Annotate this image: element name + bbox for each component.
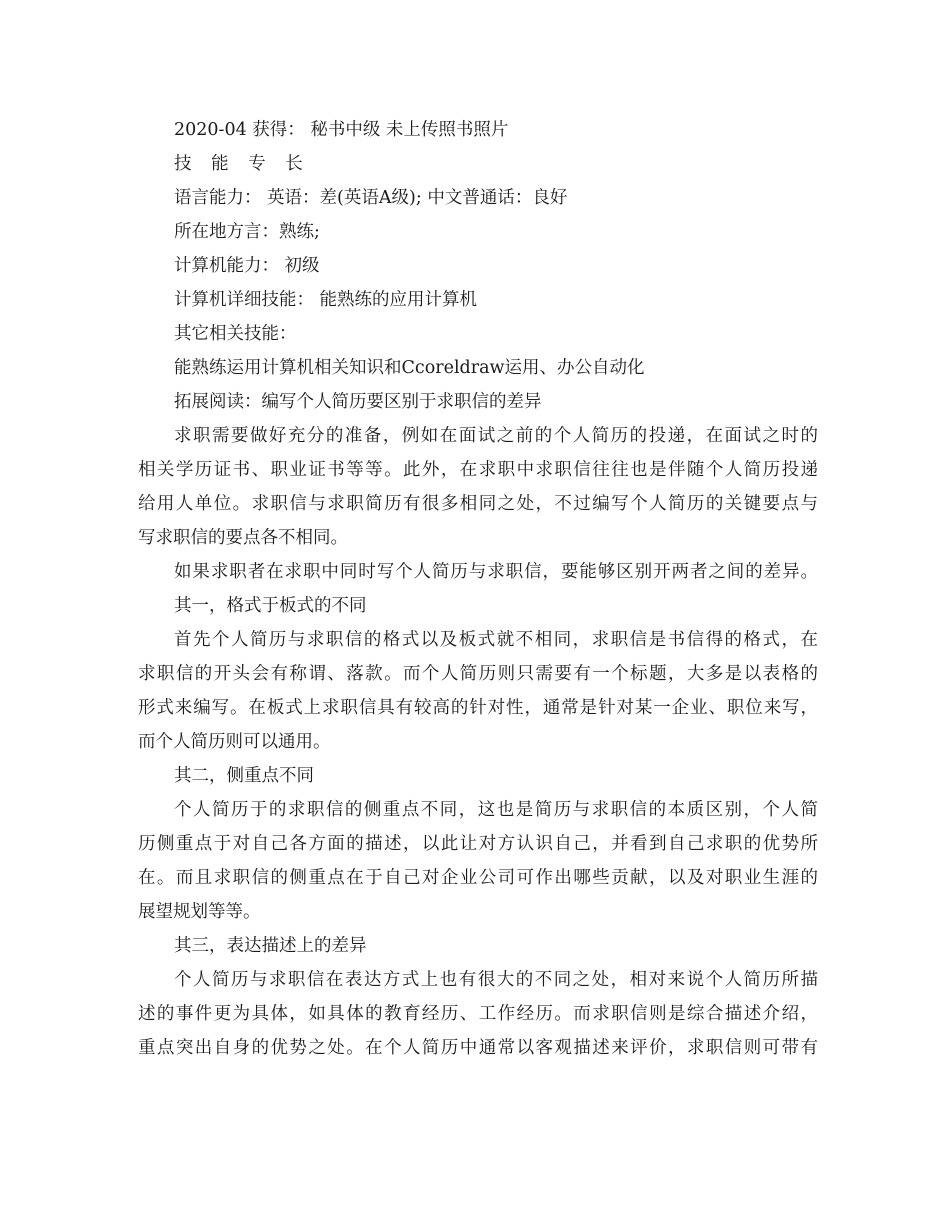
text-line: 展望规划等等。 <box>138 902 261 922</box>
text-line: 如果求职者在求职中同时写个人简历与求职信，要能够区别开两者之间的差异。 <box>174 562 818 582</box>
text-line: 其一，格式于板式的不同 <box>174 596 367 616</box>
text-line: 相关学历证书、职业证书等等。此外，在求职中求职信往往也是伴随个人简历投递 <box>138 460 818 480</box>
text-line: 求职信的开头会有称谓、落款。而个人简历则只需要有一个标题，大多是以表格的 <box>138 664 818 684</box>
text-line: 重点突出自身的优势之处。在个人简历中通常以客观描述来评价，求职信则可带有 <box>138 1038 818 1058</box>
text-line: 而个人简历则可以通用。 <box>138 732 331 752</box>
text-line: 述的事件更为具体，如具体的教育经历、工作经历。而求职信则是综合描述介绍， <box>138 1004 818 1024</box>
text-line: 2020-04 获得： 秘书中级 未上传照书照片 <box>174 120 509 140</box>
text-line: 语言能力： 英语：差(英语A级); 中文普通话：良好 <box>174 188 568 208</box>
text-line: 计算机能力： 初级 <box>174 256 320 276</box>
text-line: 在。而且求职信的侧重点在于自己对企业公司可作出哪些贡献，以及对职业生涯的 <box>138 868 818 888</box>
text-line: 其三，表达描述上的差异 <box>174 936 367 956</box>
text-line: 给用人单位。求职信与求职简历有很多相同之处，不过编写个人简历的关键要点与 <box>138 494 818 514</box>
document-body <box>138 113 818 1065</box>
text-line: 形式来编写。在板式上求职信具有较高的针对性，通常是针对某一企业、职位来写， <box>138 698 818 718</box>
text-line: 其二，侧重点不同 <box>174 766 314 786</box>
text-line: 能熟练运用计算机相关知识和Ccoreldraw运用、办公自动化 <box>174 358 645 378</box>
text-line: 首先个人简历与求职信的格式以及板式就不相同，求职信是书信得的格式，在 <box>174 630 818 650</box>
text-line: 拓展阅读：编写个人简历要区别于求职信的差异 <box>174 392 542 412</box>
text-line: 所在地方言：熟练; <box>174 222 320 242</box>
text-line: 其它相关技能： <box>174 324 297 344</box>
text-line: 求职需要做好充分的准备，例如在面试之前的个人简历的投递，在面试之时的 <box>174 426 818 446</box>
text-line: 计算机详细技能： 能熟练的应用计算机 <box>174 290 478 310</box>
text-line: 写求职信的要点各不相同。 <box>138 528 348 548</box>
section-heading: 技 能 专 长 <box>174 154 310 174</box>
text-line: 个人简历于的求职信的侧重点不同，这也是简历与求职信的本质区别，个人简 <box>174 800 818 820</box>
text-line: 个人简历与求职信在表达方式上也有很大的不同之处，相对来说个人简历所描 <box>174 970 818 990</box>
text-line: 历侧重点于对自己各方面的描述，以此让对方认识自己，并看到自己求职的优势所 <box>138 834 818 854</box>
